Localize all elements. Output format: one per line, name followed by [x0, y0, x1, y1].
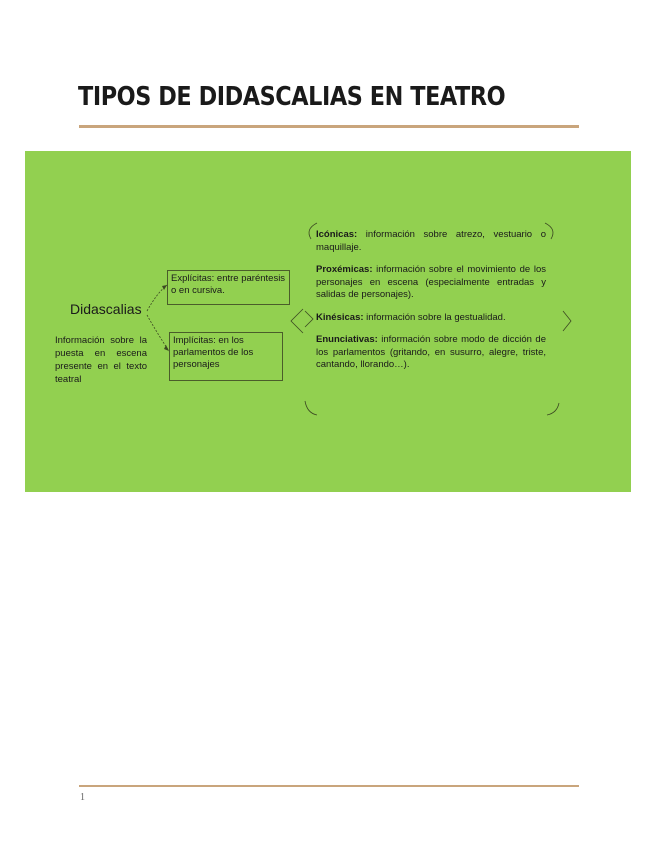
type-enunciative	[316, 334, 546, 372]
type-term: Proxémicas:	[316, 264, 373, 275]
type-text: información sobre modo de dicción de los parlamentos (gritando, en susurro, alegre, triste, cantando, llorando…).	[316, 334, 546, 370]
type-text: información sobre atrezo, vestuario o maquillaje.	[316, 229, 546, 253]
type-term: Kinésicas:	[316, 311, 364, 323]
root-label: Didascalias	[70, 301, 142, 317]
branch-implicit: Implícitas: en los parlamentos de los personajes	[169, 332, 283, 381]
root-description: Información sobre la puesta en escena presente en el texto teatral	[55, 335, 147, 385]
diagram-panel	[25, 151, 631, 492]
type-term: Enunciativas:	[316, 334, 378, 345]
branch-explicit: Explícitas: entre paréntesis o en cursiva.	[167, 270, 290, 305]
types-list	[316, 229, 546, 382]
type-proxemic	[316, 264, 546, 302]
title-underline	[79, 125, 579, 128]
type-text: información sobre el movimiento de los personajes en escena (especialmente entradas y salidas de personajes).	[316, 264, 546, 300]
page-title: TIPOS DE DIDASCALIAS EN TEATRO	[78, 82, 506, 112]
page-number: 1	[80, 792, 85, 803]
type-term: Icónicas:	[316, 229, 358, 240]
type-iconic	[316, 229, 546, 254]
footer-rule	[79, 785, 579, 787]
type-kinesic	[316, 312, 546, 325]
type-text: información sobre la gestualidad.	[363, 311, 506, 323]
